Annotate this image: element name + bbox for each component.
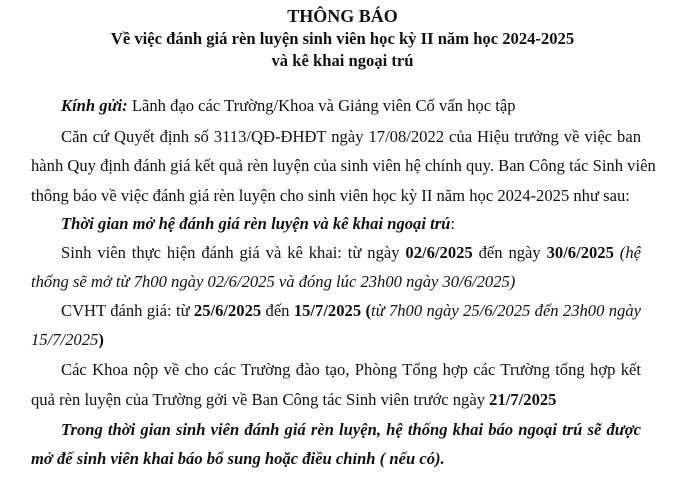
- student-note-open: (hệ: [613, 243, 641, 262]
- student-middle: đến ngày: [472, 243, 547, 262]
- student-note-line-2: thống sẽ mở từ 7h00 ngày 02/6/2025 và đóng lúc 23h00 ngày 30/6/2025): [31, 272, 516, 291]
- subtitle-line-1: Về việc đánh giá rèn luyện sinh viên học kỳ II năm học 2024-2025: [110, 29, 575, 48]
- advisor-middle: đến: [261, 301, 294, 320]
- page-title: THÔNG BÁO: [287, 6, 398, 26]
- closing-line-1-text: Trong thời gian sinh viên đánh giá rèn luyện, hệ thống khai báo ngoại trú sẽ được: [61, 420, 641, 439]
- recipient-text: Lãnh đạo các Trường/Khoa và Giảng viên Cố vấn học tập: [127, 96, 516, 115]
- faculty-deadline: 21/7/2025: [489, 390, 557, 409]
- basis-line-1: Căn cứ Quyết định số 3113/QĐ-ĐHĐT ngày 17/08/2022 của Hiệu trưởng về việc ban: [61, 127, 641, 146]
- advisor-paren-close: ): [98, 330, 104, 349]
- closing-line-2: [31, 449, 445, 469]
- advisor-schedule-line-1: [61, 301, 641, 321]
- recipient-label: Kính gửi:: [61, 96, 128, 115]
- advisor-schedule-line-2: [31, 330, 104, 350]
- faculty-line-2-text: quả rèn luyện của Trường gởi về Ban Công tác Sinh viên trước ngày: [31, 390, 490, 409]
- closing-line-1: [61, 420, 641, 440]
- basis-line-3: thông báo về việc đánh giá rèn luyện cho sinh viên học kỳ II năm học 2024-2025 như sau:: [31, 186, 630, 205]
- section-heading: [61, 214, 455, 234]
- advisor-prefix: CVHT đánh giá: từ: [61, 301, 194, 320]
- student-date-from: 02/6/2025: [405, 243, 473, 262]
- basis-line-2: hành Quy định đánh giá kết quả rèn luyện của sinh viên hệ chính quy. Ban Công tác Sinh viên: [31, 156, 656, 175]
- advisor-date-from: 25/6/2025: [193, 301, 262, 320]
- student-date-to: 30/6/2025: [546, 243, 614, 262]
- advisor-paren-open: (: [361, 301, 371, 320]
- advisor-note-line-1: từ 7h00 ngày 25/6/2025 đến 23h00 ngày: [370, 301, 641, 320]
- section-heading-text: Thời gian mở hệ đánh giá rèn luyện và kê khai ngoại trú: [61, 214, 451, 233]
- student-schedule-line-2: [31, 272, 515, 292]
- advisor-note-line-2: 15/7/2025: [31, 330, 99, 349]
- student-schedule-line-1: [61, 243, 641, 263]
- recipient-line: [61, 96, 516, 116]
- section-heading-colon: :: [450, 214, 456, 233]
- student-prefix: Sinh viên thực hiện đánh giá và kê khai: từ ngày: [61, 243, 406, 262]
- closing-line-2-text: mở để sinh viên khai báo bổ sung hoặc điều chỉnh ( nếu có).: [31, 449, 445, 468]
- faculty-line-1: Các Khoa nộp về cho các Trường đào tạo, Phòng Tổng hợp các Trường tổng hợp kết: [61, 360, 641, 379]
- subtitle-line-2: và kê khai ngoại trú: [271, 51, 414, 70]
- advisor-date-to: 15/7/2025: [293, 301, 362, 320]
- faculty-line-2: [31, 390, 556, 410]
